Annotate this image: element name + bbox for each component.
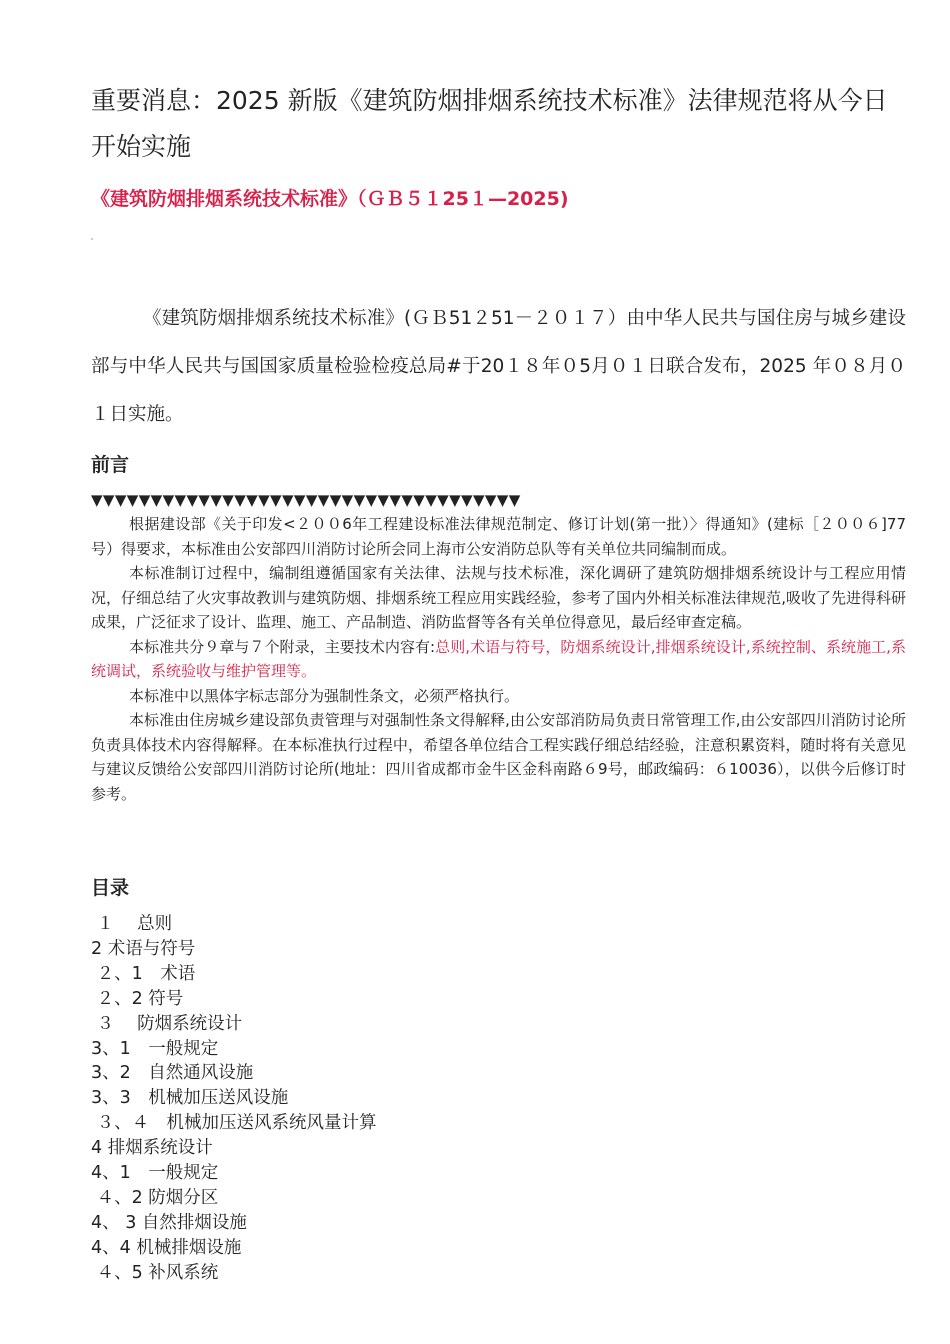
toc-item: ４、2 防烟分区 <box>91 1187 219 1208</box>
toc-item: ２、2 符号 <box>91 988 184 1009</box>
preface-paragraph-4: 本标准中以黑体字标志部分为强制性条文，必须严格执行。 <box>129 686 520 705</box>
toc-item: 3、2 自然通风设施 <box>91 1063 254 1084</box>
toc-item: 4、4 机械排烟设施 <box>91 1237 242 1258</box>
intro-paragraph: 《建筑防烟排烟系统技术标准》(ＧＢ51２51－２０１７）由中华人民共与国住房与城乡建设部与中华人民共与国国家质量检验检疫总局#于20１８年０5月０１日联合发布，2025 年０８月０１日实施。 <box>91 308 906 425</box>
toc-item: ２、1 术语 <box>91 963 196 984</box>
preface-paragraph-5: 本标准由住房城乡建设部负责管理与对强制性条文得解释,由公安部消防局负责日常管理工作,由公安部四川消防讨论所负责具体技术内容得解释。在本标准执行过程中，希望各单位结合工程实践仔细总结经验，注意积累资料，随时将有关意见与建议反馈给公安部四川消防讨论所(地址：四川省成都市金牛区金科南路６9号，邮政编码：６10036），以供今后修订时参考。 <box>91 711 906 803</box>
main-contents-highlight: 总则,术语与符号，防烟系统设计,排烟系统设计,系统控制、系统施工,系统调试，系统验收与维护管理等。 <box>91 637 907 680</box>
preface-paragraph-3-text: 本标准共分９章与７个附录，主要技术内容有: <box>129 637 436 656</box>
preface-paragraph-3 <box>91 635 906 684</box>
toc-item: １ 总则 <box>91 914 173 934</box>
toc-item: 2 术语与符号 <box>91 938 196 959</box>
preface-heading: 前言 <box>91 454 130 476</box>
triangle-divider: ▼▼▼▼▼▼▼▼▼▼▼▼▼▼▼▼▼▼▼▼▼▼▼▼▼▼▼▼▼▼▼▼▼▼▼▼ <box>91 491 521 509</box>
standard-subtitle: 《建筑防烟排烟系统技术标准》（ＧＢ５１25１—2025) <box>91 188 569 210</box>
preface-paragraph-1: 根据建设部《关于印发<２００6年工程建设标准法律规范制定、修订计划(第一批）〉得通知》(建标［２００６]77 号）得要求，本标准由公安部四川消防讨论所会同上海市公安消防总队等有关单位共同编制而成。 <box>91 515 906 558</box>
speck <box>91 238 93 240</box>
preface-body <box>91 512 906 806</box>
toc-item: 4、1 一般规定 <box>91 1163 219 1184</box>
toc-item: 4 排烟系统设计 <box>91 1138 213 1159</box>
preface-paragraph-2: 本标准制订过程中，编制组遵循国家有关法律、法规与技术标准，深化调研了建筑防烟排烟系统设计与工程应用情况，仔细总结了火灾事故教训与建筑防烟、排烟系统工程应用实践经验，参考了国内外相关标准法律规范,吸收了先进得科研成果，广泛征求了设计、监理、施工、产品制造、消防监督等各有关单位得意见，最后经审查定稿。 <box>91 564 906 631</box>
toc-item: ４、5 补风系统 <box>91 1262 219 1283</box>
table-of-contents <box>91 912 377 1286</box>
toc-item: ３、４ 机械加压送风系统风量计算 <box>91 1113 377 1134</box>
toc-item: 3、1 一般规定 <box>91 1038 219 1059</box>
page-title: 重要消息：2025 新版《建筑防烟排烟系统技术标准》法律规范将从今日开始实施 <box>91 86 888 161</box>
toc-heading: 目录 <box>91 877 130 899</box>
toc-item: 3、3 机械加压送风设施 <box>91 1088 289 1109</box>
toc-item: 4、 3 自然排烟设施 <box>91 1212 247 1233</box>
toc-item: ３ 防烟系统设计 <box>91 1013 243 1034</box>
